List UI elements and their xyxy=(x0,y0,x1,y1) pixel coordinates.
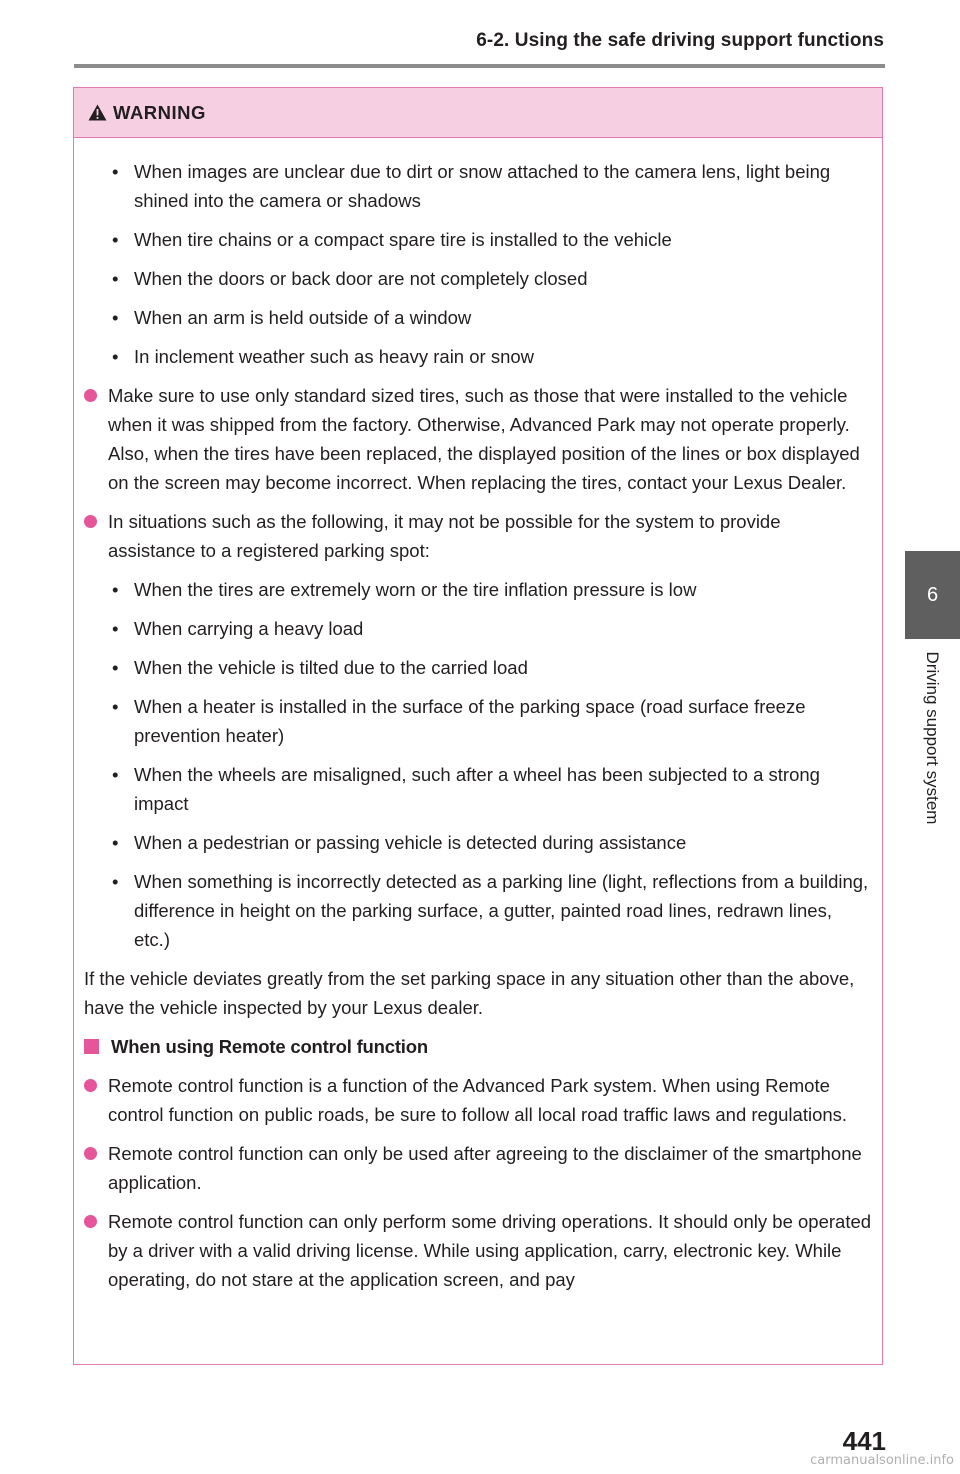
bullet-marker: • xyxy=(112,764,119,785)
warning-bullet-item xyxy=(84,614,872,643)
warning-bullet-item xyxy=(84,867,872,954)
bullet-marker: • xyxy=(112,696,119,717)
warning-circle-item xyxy=(84,507,872,565)
warning-item-text: When a pedestrian or passing vehicle is detected during assistance xyxy=(134,832,687,853)
pink-square-bullet-icon xyxy=(84,1039,99,1054)
pink-circle-bullet-icon xyxy=(84,1147,97,1160)
warning-item-text: When tire chains or a compact spare tire is installed to the vehicle xyxy=(134,229,672,250)
warning-bullet-item xyxy=(84,692,872,750)
warning-body xyxy=(74,138,882,1294)
warning-item-text: When the tires are extremely worn or the tire inflation pressure is low xyxy=(134,579,697,600)
warning-bullet-item xyxy=(84,828,872,857)
bullet-marker: • xyxy=(112,871,119,892)
warning-box xyxy=(73,87,883,1365)
chapter-number: 6 xyxy=(926,583,939,606)
page-number: 441 xyxy=(842,1426,886,1456)
warning-item-text: When an arm is held outside of a window xyxy=(134,307,472,328)
warning-item-text: If the vehicle deviates greatly from the set parking space in any situation other than the above, have the vehicle inspected by your Lexus dealer. xyxy=(84,968,855,1018)
bullet-marker: • xyxy=(112,268,119,289)
bullet-marker: • xyxy=(112,657,119,678)
warning-bullet-item xyxy=(84,157,872,215)
pink-circle-bullet-icon xyxy=(84,389,97,402)
warning-item-text: When images are unclear due to dirt or snow attached to the camera lens, light being shined into the camera or shadows xyxy=(134,161,831,211)
warning-circle-item xyxy=(84,1207,872,1294)
chapter-tab xyxy=(905,551,960,639)
warning-item-text: Remote control function can only perform some driving operations. It should only be operated by a driver with a valid driving license. While using application, carry, electronic key. While operating, do not stare at the application screen, and pay xyxy=(108,1211,872,1290)
warning-circle-item xyxy=(84,1071,872,1129)
bullet-marker: • xyxy=(112,229,119,250)
bullet-marker: • xyxy=(112,161,119,182)
warning-item-text: Make sure to use only standard sized tires, such as those that were installed to the vehicle when it was shipped from the factory. Otherwise, Advanced Park may not operate properly. Also, when the tires have been replaced, the displayed position of the lines or box displayed on the screen may become incorrect. When replacing the tires, contact your Lexus Dealer. xyxy=(108,385,860,493)
warning-bullet-item xyxy=(84,264,872,293)
bullet-marker: • xyxy=(112,579,119,600)
warning-circle-item xyxy=(84,1139,872,1197)
warning-title: WARNING xyxy=(113,101,206,123)
warning-item-text: When the vehicle is tilted due to the carried load xyxy=(134,657,528,678)
warning-heading-item xyxy=(84,1032,872,1061)
pink-circle-bullet-icon xyxy=(84,1079,97,1092)
warning-bullet-item xyxy=(84,653,872,682)
watermark: carmanualsonline.info xyxy=(810,1453,954,1468)
warning-item-text: When the doors or back door are not completely closed xyxy=(134,268,588,289)
warning-bullet-item xyxy=(84,303,872,332)
header-divider xyxy=(74,64,885,68)
warning-item-text: When something is incorrectly detected as a parking line (light, reflections from a building, difference in height on the parking surface, a gutter, painted road lines, redrawn lines, etc.) xyxy=(134,871,869,950)
warning-header xyxy=(74,88,882,138)
warning-plain-item xyxy=(84,964,872,1022)
page-header-title: 6-2. Using the safe driving support functions xyxy=(476,30,884,51)
bullet-marker: • xyxy=(112,346,119,367)
warning-circle-item xyxy=(84,381,872,497)
warning-item-text: When using Remote control function xyxy=(111,1036,428,1057)
warning-item-text: Remote control function can only be used after agreeing to the disclaimer of the smartphone application. xyxy=(108,1143,862,1193)
warning-item-text: In inclement weather such as heavy rain or snow xyxy=(134,346,535,367)
warning-item-text: Remote control function is a function of the Advanced Park system. When using Remote control function on public roads, be sure to follow all local road traffic laws and regulations. xyxy=(108,1075,848,1125)
warning-bullet-item xyxy=(84,342,872,371)
warning-bullet-item xyxy=(84,760,872,818)
chapter-label: Driving support system xyxy=(923,651,942,825)
warning-bullet-item xyxy=(84,575,872,604)
warning-item-text: When carrying a heavy load xyxy=(134,618,364,639)
bullet-marker: • xyxy=(112,618,119,639)
warning-item-text: In situations such as the following, it may not be possible for the system to provide assistance to a registered parking spot: xyxy=(108,511,781,561)
bullet-marker: • xyxy=(112,307,119,328)
warning-item-text: When a heater is installed in the surface of the parking space (road surface freeze prevention heater) xyxy=(134,696,806,746)
warning-item-text: When the wheels are misaligned, such after a wheel has been subjected to a strong impact xyxy=(134,764,820,814)
warning-triangle-icon xyxy=(88,104,107,121)
bullet-marker: • xyxy=(112,832,119,853)
warning-bullet-item xyxy=(84,225,872,254)
pink-circle-bullet-icon xyxy=(84,1215,97,1228)
pink-circle-bullet-icon xyxy=(84,515,97,528)
